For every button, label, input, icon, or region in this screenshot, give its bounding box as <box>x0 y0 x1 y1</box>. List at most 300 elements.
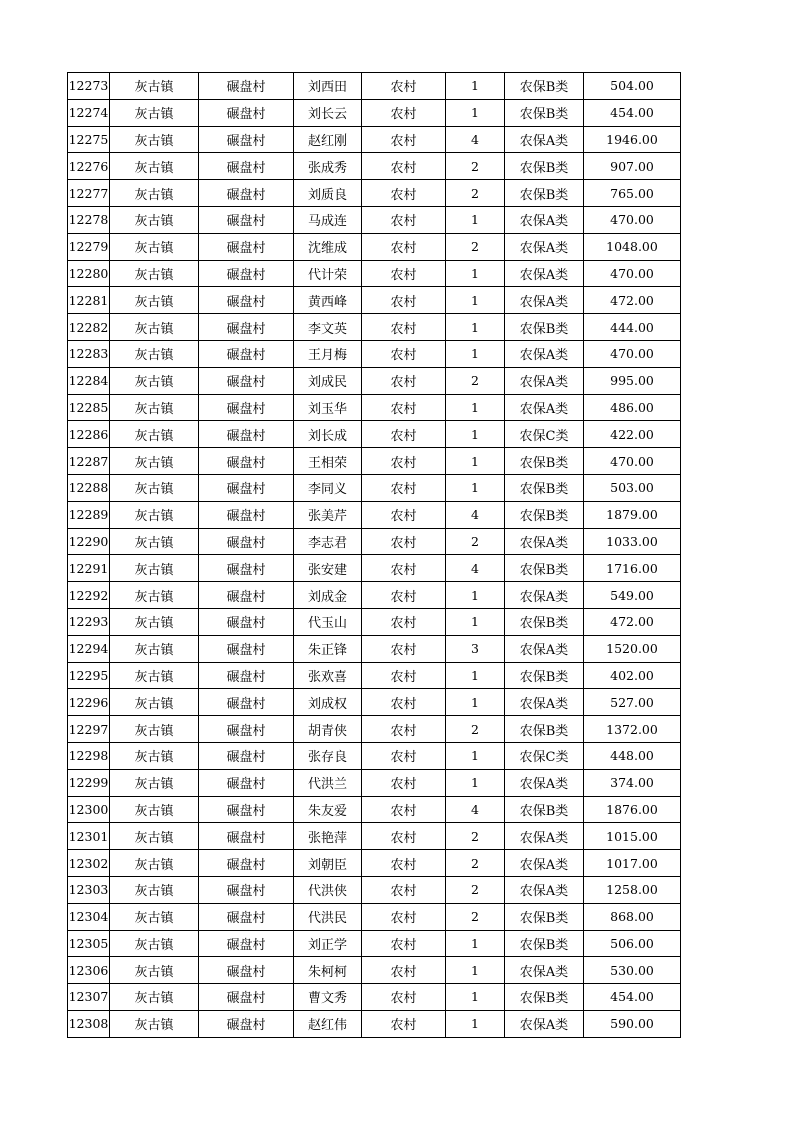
town-cell: 灰古镇 <box>110 876 199 903</box>
record-id-cell: 12302 <box>68 850 110 877</box>
amount-cell: 590.00 <box>584 1010 681 1037</box>
name-cell: 王相荣 <box>294 448 362 475</box>
table-row <box>68 474 681 501</box>
town-cell: 灰古镇 <box>110 742 199 769</box>
member-count-cell: 1 <box>446 1010 505 1037</box>
household-type-cell: 农村 <box>362 448 446 475</box>
member-count-cell: 1 <box>446 421 505 448</box>
record-id-cell: 12296 <box>68 689 110 716</box>
member-count-cell: 1 <box>446 662 505 689</box>
amount-cell: 1716.00 <box>584 555 681 582</box>
household-type-cell: 农村 <box>362 608 446 635</box>
insurance-category-cell: 农保B类 <box>505 153 584 180</box>
village-cell: 碾盘村 <box>199 582 294 609</box>
name-cell: 李文英 <box>294 314 362 341</box>
town-cell: 灰古镇 <box>110 662 199 689</box>
insurance-category-cell: 农保A类 <box>505 957 584 984</box>
household-type-cell: 农村 <box>362 99 446 126</box>
name-cell: 代玉山 <box>294 608 362 635</box>
table-row <box>68 555 681 582</box>
member-count-cell: 1 <box>446 957 505 984</box>
village-cell: 碾盘村 <box>199 850 294 877</box>
table-row <box>68 501 681 528</box>
amount-cell: 1033.00 <box>584 528 681 555</box>
amount-cell: 504.00 <box>584 73 681 100</box>
household-type-cell: 农村 <box>362 1010 446 1037</box>
insurance-category-cell: 农保B类 <box>505 180 584 207</box>
amount-cell: 454.00 <box>584 984 681 1011</box>
household-type-cell: 农村 <box>362 769 446 796</box>
household-type-cell: 农村 <box>362 126 446 153</box>
town-cell: 灰古镇 <box>110 635 199 662</box>
name-cell: 朱友爱 <box>294 796 362 823</box>
member-count-cell: 2 <box>446 528 505 555</box>
record-id-cell: 12275 <box>68 126 110 153</box>
amount-cell: 1015.00 <box>584 823 681 850</box>
name-cell: 马成连 <box>294 206 362 233</box>
insurance-category-cell: 农保A类 <box>505 126 584 153</box>
town-cell: 灰古镇 <box>110 340 199 367</box>
table-row <box>68 233 681 260</box>
insurance-category-cell: 农保B类 <box>505 73 584 100</box>
table-row <box>68 582 681 609</box>
record-id-cell: 12303 <box>68 876 110 903</box>
member-count-cell: 1 <box>446 340 505 367</box>
name-cell: 朱柯柯 <box>294 957 362 984</box>
town-cell: 灰古镇 <box>110 206 199 233</box>
member-count-cell: 3 <box>446 635 505 662</box>
household-type-cell: 农村 <box>362 903 446 930</box>
record-id-cell: 12304 <box>68 903 110 930</box>
village-cell: 碾盘村 <box>199 73 294 100</box>
amount-cell: 868.00 <box>584 903 681 930</box>
record-id-cell: 12297 <box>68 716 110 743</box>
name-cell: 张美芹 <box>294 501 362 528</box>
record-id-cell: 12273 <box>68 73 110 100</box>
name-cell: 刘正学 <box>294 930 362 957</box>
table-row <box>68 930 681 957</box>
household-type-cell: 农村 <box>362 850 446 877</box>
town-cell: 灰古镇 <box>110 957 199 984</box>
amount-cell: 470.00 <box>584 206 681 233</box>
name-cell: 黄西峰 <box>294 287 362 314</box>
record-id-cell: 12298 <box>68 742 110 769</box>
record-id-cell: 12293 <box>68 608 110 635</box>
household-type-cell: 农村 <box>362 528 446 555</box>
village-cell: 碾盘村 <box>199 957 294 984</box>
village-cell: 碾盘村 <box>199 876 294 903</box>
town-cell: 灰古镇 <box>110 582 199 609</box>
record-id-cell: 12299 <box>68 769 110 796</box>
amount-cell: 1876.00 <box>584 796 681 823</box>
town-cell: 灰古镇 <box>110 930 199 957</box>
amount-cell: 1520.00 <box>584 635 681 662</box>
insurance-category-cell: 农保B类 <box>505 555 584 582</box>
village-cell: 碾盘村 <box>199 367 294 394</box>
insurance-category-cell: 农保A类 <box>505 635 584 662</box>
insurance-category-cell: 农保A类 <box>505 206 584 233</box>
town-cell: 灰古镇 <box>110 314 199 341</box>
town-cell: 灰古镇 <box>110 555 199 582</box>
record-id-cell: 12308 <box>68 1010 110 1037</box>
household-type-cell: 农村 <box>362 260 446 287</box>
household-type-cell: 农村 <box>362 984 446 1011</box>
member-count-cell: 1 <box>446 769 505 796</box>
village-cell: 碾盘村 <box>199 474 294 501</box>
town-cell: 灰古镇 <box>110 73 199 100</box>
record-id-cell: 12291 <box>68 555 110 582</box>
record-id-cell: 12274 <box>68 99 110 126</box>
insurance-category-cell: 农保B类 <box>505 448 584 475</box>
household-type-cell: 农村 <box>362 367 446 394</box>
household-type-cell: 农村 <box>362 287 446 314</box>
amount-cell: 1258.00 <box>584 876 681 903</box>
amount-cell: 1372.00 <box>584 716 681 743</box>
table-row <box>68 876 681 903</box>
village-cell: 碾盘村 <box>199 528 294 555</box>
household-type-cell: 农村 <box>362 742 446 769</box>
amount-cell: 995.00 <box>584 367 681 394</box>
member-count-cell: 1 <box>446 99 505 126</box>
town-cell: 灰古镇 <box>110 394 199 421</box>
table-row <box>68 367 681 394</box>
record-id-cell: 12306 <box>68 957 110 984</box>
village-cell: 碾盘村 <box>199 99 294 126</box>
amount-cell: 454.00 <box>584 99 681 126</box>
insurance-category-cell: 农保B类 <box>505 796 584 823</box>
name-cell: 代洪侠 <box>294 876 362 903</box>
amount-cell: 1017.00 <box>584 850 681 877</box>
table-row <box>68 1010 681 1037</box>
name-cell: 沈维成 <box>294 233 362 260</box>
insurance-category-cell: 农保A类 <box>505 340 584 367</box>
village-cell: 碾盘村 <box>199 984 294 1011</box>
member-count-cell: 1 <box>446 930 505 957</box>
town-cell: 灰古镇 <box>110 850 199 877</box>
record-id-cell: 12278 <box>68 206 110 233</box>
insurance-category-cell: 农保A类 <box>505 689 584 716</box>
name-cell: 代洪兰 <box>294 769 362 796</box>
town-cell: 灰古镇 <box>110 421 199 448</box>
town-cell: 灰古镇 <box>110 501 199 528</box>
household-type-cell: 农村 <box>362 501 446 528</box>
record-id-cell: 12283 <box>68 340 110 367</box>
town-cell: 灰古镇 <box>110 608 199 635</box>
name-cell: 胡青侠 <box>294 716 362 743</box>
table-row <box>68 340 681 367</box>
household-type-cell: 农村 <box>362 957 446 984</box>
household-type-cell: 农村 <box>362 662 446 689</box>
member-count-cell: 1 <box>446 206 505 233</box>
member-count-cell: 1 <box>446 582 505 609</box>
town-cell: 灰古镇 <box>110 99 199 126</box>
village-cell: 碾盘村 <box>199 796 294 823</box>
village-cell: 碾盘村 <box>199 555 294 582</box>
town-cell: 灰古镇 <box>110 474 199 501</box>
amount-cell: 527.00 <box>584 689 681 716</box>
town-cell: 灰古镇 <box>110 180 199 207</box>
member-count-cell: 1 <box>446 448 505 475</box>
insurance-category-cell: 农保A类 <box>505 582 584 609</box>
village-cell: 碾盘村 <box>199 903 294 930</box>
town-cell: 灰古镇 <box>110 260 199 287</box>
town-cell: 灰古镇 <box>110 984 199 1011</box>
village-cell: 碾盘村 <box>199 233 294 260</box>
village-cell: 碾盘村 <box>199 608 294 635</box>
household-type-cell: 农村 <box>362 689 446 716</box>
amount-cell: 549.00 <box>584 582 681 609</box>
name-cell: 刘成金 <box>294 582 362 609</box>
record-id-cell: 12281 <box>68 287 110 314</box>
table-row <box>68 99 681 126</box>
member-count-cell: 2 <box>446 233 505 260</box>
amount-cell: 765.00 <box>584 180 681 207</box>
name-cell: 刘质良 <box>294 180 362 207</box>
member-count-cell: 2 <box>446 903 505 930</box>
amount-cell: 470.00 <box>584 340 681 367</box>
member-count-cell: 2 <box>446 716 505 743</box>
member-count-cell: 1 <box>446 73 505 100</box>
amount-cell: 907.00 <box>584 153 681 180</box>
table-row <box>68 903 681 930</box>
member-count-cell: 1 <box>446 608 505 635</box>
name-cell: 李同义 <box>294 474 362 501</box>
town-cell: 灰古镇 <box>110 287 199 314</box>
household-type-cell: 农村 <box>362 635 446 662</box>
household-type-cell: 农村 <box>362 180 446 207</box>
village-cell: 碾盘村 <box>199 314 294 341</box>
household-type-cell: 农村 <box>362 73 446 100</box>
member-count-cell: 2 <box>446 850 505 877</box>
insurance-category-cell: 农保A类 <box>505 233 584 260</box>
village-cell: 碾盘村 <box>199 421 294 448</box>
table-row <box>68 716 681 743</box>
table-row <box>68 662 681 689</box>
table-row <box>68 769 681 796</box>
amount-cell: 374.00 <box>584 769 681 796</box>
table-row <box>68 153 681 180</box>
amount-cell: 444.00 <box>584 314 681 341</box>
record-table-body <box>68 73 681 1038</box>
insurance-category-cell: 农保C类 <box>505 742 584 769</box>
member-count-cell: 1 <box>446 984 505 1011</box>
name-cell: 张成秀 <box>294 153 362 180</box>
village-cell: 碾盘村 <box>199 716 294 743</box>
insurance-category-cell: 农保B类 <box>505 903 584 930</box>
household-type-cell: 农村 <box>362 394 446 421</box>
household-type-cell: 农村 <box>362 206 446 233</box>
member-count-cell: 4 <box>446 126 505 153</box>
name-cell: 刘成权 <box>294 689 362 716</box>
town-cell: 灰古镇 <box>110 796 199 823</box>
table-row <box>68 394 681 421</box>
village-cell: 碾盘村 <box>199 501 294 528</box>
record-id-cell: 12301 <box>68 823 110 850</box>
town-cell: 灰古镇 <box>110 769 199 796</box>
record-id-cell: 12300 <box>68 796 110 823</box>
member-count-cell: 1 <box>446 474 505 501</box>
record-id-cell: 12282 <box>68 314 110 341</box>
village-cell: 碾盘村 <box>199 126 294 153</box>
record-id-cell: 12305 <box>68 930 110 957</box>
name-cell: 刘玉华 <box>294 394 362 421</box>
insurance-category-cell: 农保A类 <box>505 367 584 394</box>
town-cell: 灰古镇 <box>110 153 199 180</box>
table-row <box>68 314 681 341</box>
member-count-cell: 1 <box>446 742 505 769</box>
village-cell: 碾盘村 <box>199 340 294 367</box>
amount-cell: 470.00 <box>584 448 681 475</box>
town-cell: 灰古镇 <box>110 448 199 475</box>
table-row <box>68 421 681 448</box>
table-row <box>68 448 681 475</box>
village-cell: 碾盘村 <box>199 742 294 769</box>
household-type-cell: 农村 <box>362 340 446 367</box>
member-count-cell: 4 <box>446 555 505 582</box>
village-cell: 碾盘村 <box>199 153 294 180</box>
village-cell: 碾盘村 <box>199 394 294 421</box>
member-count-cell: 1 <box>446 689 505 716</box>
record-id-cell: 12292 <box>68 582 110 609</box>
insurance-category-cell: 农保B类 <box>505 474 584 501</box>
household-type-cell: 农村 <box>362 314 446 341</box>
town-cell: 灰古镇 <box>110 233 199 260</box>
name-cell: 刘西田 <box>294 73 362 100</box>
table-row <box>68 126 681 153</box>
table-row <box>68 260 681 287</box>
name-cell: 代洪民 <box>294 903 362 930</box>
village-cell: 碾盘村 <box>199 287 294 314</box>
table-row <box>68 528 681 555</box>
record-id-cell: 12284 <box>68 367 110 394</box>
insurance-category-cell: 农保A类 <box>505 260 584 287</box>
household-type-cell: 农村 <box>362 930 446 957</box>
household-type-cell: 农村 <box>362 582 446 609</box>
amount-cell: 503.00 <box>584 474 681 501</box>
town-cell: 灰古镇 <box>110 528 199 555</box>
insurance-category-cell: 农保A类 <box>505 876 584 903</box>
record-id-cell: 12289 <box>68 501 110 528</box>
table-row <box>68 73 681 100</box>
insurance-category-cell: 农保A类 <box>505 287 584 314</box>
insurance-category-cell: 农保B类 <box>505 608 584 635</box>
table-row <box>68 689 681 716</box>
member-count-cell: 2 <box>446 823 505 850</box>
town-cell: 灰古镇 <box>110 689 199 716</box>
amount-cell: 506.00 <box>584 930 681 957</box>
insurance-category-cell: 农保B类 <box>505 930 584 957</box>
record-id-cell: 12287 <box>68 448 110 475</box>
table-row <box>68 635 681 662</box>
village-cell: 碾盘村 <box>199 769 294 796</box>
amount-cell: 472.00 <box>584 287 681 314</box>
household-type-cell: 农村 <box>362 823 446 850</box>
village-cell: 碾盘村 <box>199 930 294 957</box>
table-row <box>68 823 681 850</box>
record-id-cell: 12276 <box>68 153 110 180</box>
member-count-cell: 2 <box>446 153 505 180</box>
amount-cell: 472.00 <box>584 608 681 635</box>
insurance-category-cell: 农保A类 <box>505 769 584 796</box>
name-cell: 李志君 <box>294 528 362 555</box>
table-row <box>68 850 681 877</box>
insurance-category-cell: 农保A类 <box>505 850 584 877</box>
village-cell: 碾盘村 <box>199 1010 294 1037</box>
household-type-cell: 农村 <box>362 796 446 823</box>
town-cell: 灰古镇 <box>110 716 199 743</box>
town-cell: 灰古镇 <box>110 126 199 153</box>
amount-cell: 1048.00 <box>584 233 681 260</box>
member-count-cell: 4 <box>446 796 505 823</box>
insurance-category-cell: 农保B类 <box>505 716 584 743</box>
household-type-cell: 农村 <box>362 555 446 582</box>
name-cell: 刘长云 <box>294 99 362 126</box>
member-count-cell: 1 <box>446 314 505 341</box>
amount-cell: 1879.00 <box>584 501 681 528</box>
name-cell: 张欢喜 <box>294 662 362 689</box>
town-cell: 灰古镇 <box>110 367 199 394</box>
table-row <box>68 206 681 233</box>
name-cell: 朱正锋 <box>294 635 362 662</box>
household-type-cell: 农村 <box>362 233 446 260</box>
insurance-category-cell: 农保B类 <box>505 501 584 528</box>
name-cell: 张存良 <box>294 742 362 769</box>
village-cell: 碾盘村 <box>199 206 294 233</box>
household-type-cell: 农村 <box>362 421 446 448</box>
amount-cell: 486.00 <box>584 394 681 421</box>
record-id-cell: 12285 <box>68 394 110 421</box>
insurance-category-cell: 农保A类 <box>505 1010 584 1037</box>
member-count-cell: 2 <box>446 367 505 394</box>
household-type-cell: 农村 <box>362 474 446 501</box>
member-count-cell: 1 <box>446 260 505 287</box>
member-count-cell: 2 <box>446 876 505 903</box>
table-row <box>68 742 681 769</box>
member-count-cell: 4 <box>446 501 505 528</box>
insurance-category-cell: 农保C类 <box>505 421 584 448</box>
amount-cell: 530.00 <box>584 957 681 984</box>
name-cell: 赵红伟 <box>294 1010 362 1037</box>
village-cell: 碾盘村 <box>199 448 294 475</box>
insurance-category-cell: 农保A类 <box>505 394 584 421</box>
household-type-cell: 农村 <box>362 716 446 743</box>
member-count-cell: 1 <box>446 287 505 314</box>
amount-cell: 448.00 <box>584 742 681 769</box>
insurance-category-cell: 农保A类 <box>505 823 584 850</box>
record-id-cell: 12277 <box>68 180 110 207</box>
name-cell: 刘成民 <box>294 367 362 394</box>
insurance-category-cell: 农保B类 <box>505 984 584 1011</box>
amount-cell: 422.00 <box>584 421 681 448</box>
record-id-cell: 12286 <box>68 421 110 448</box>
insurance-category-cell: 农保B类 <box>505 314 584 341</box>
village-cell: 碾盘村 <box>199 635 294 662</box>
table-row <box>68 796 681 823</box>
town-cell: 灰古镇 <box>110 1010 199 1037</box>
amount-cell: 1946.00 <box>584 126 681 153</box>
name-cell: 王月梅 <box>294 340 362 367</box>
household-type-cell: 农村 <box>362 153 446 180</box>
village-cell: 碾盘村 <box>199 689 294 716</box>
insurance-category-cell: 农保B类 <box>505 99 584 126</box>
name-cell: 刘长成 <box>294 421 362 448</box>
member-count-cell: 2 <box>446 180 505 207</box>
town-cell: 灰古镇 <box>110 903 199 930</box>
village-cell: 碾盘村 <box>199 662 294 689</box>
village-cell: 碾盘村 <box>199 823 294 850</box>
table-row <box>68 957 681 984</box>
record-table <box>67 72 681 1038</box>
